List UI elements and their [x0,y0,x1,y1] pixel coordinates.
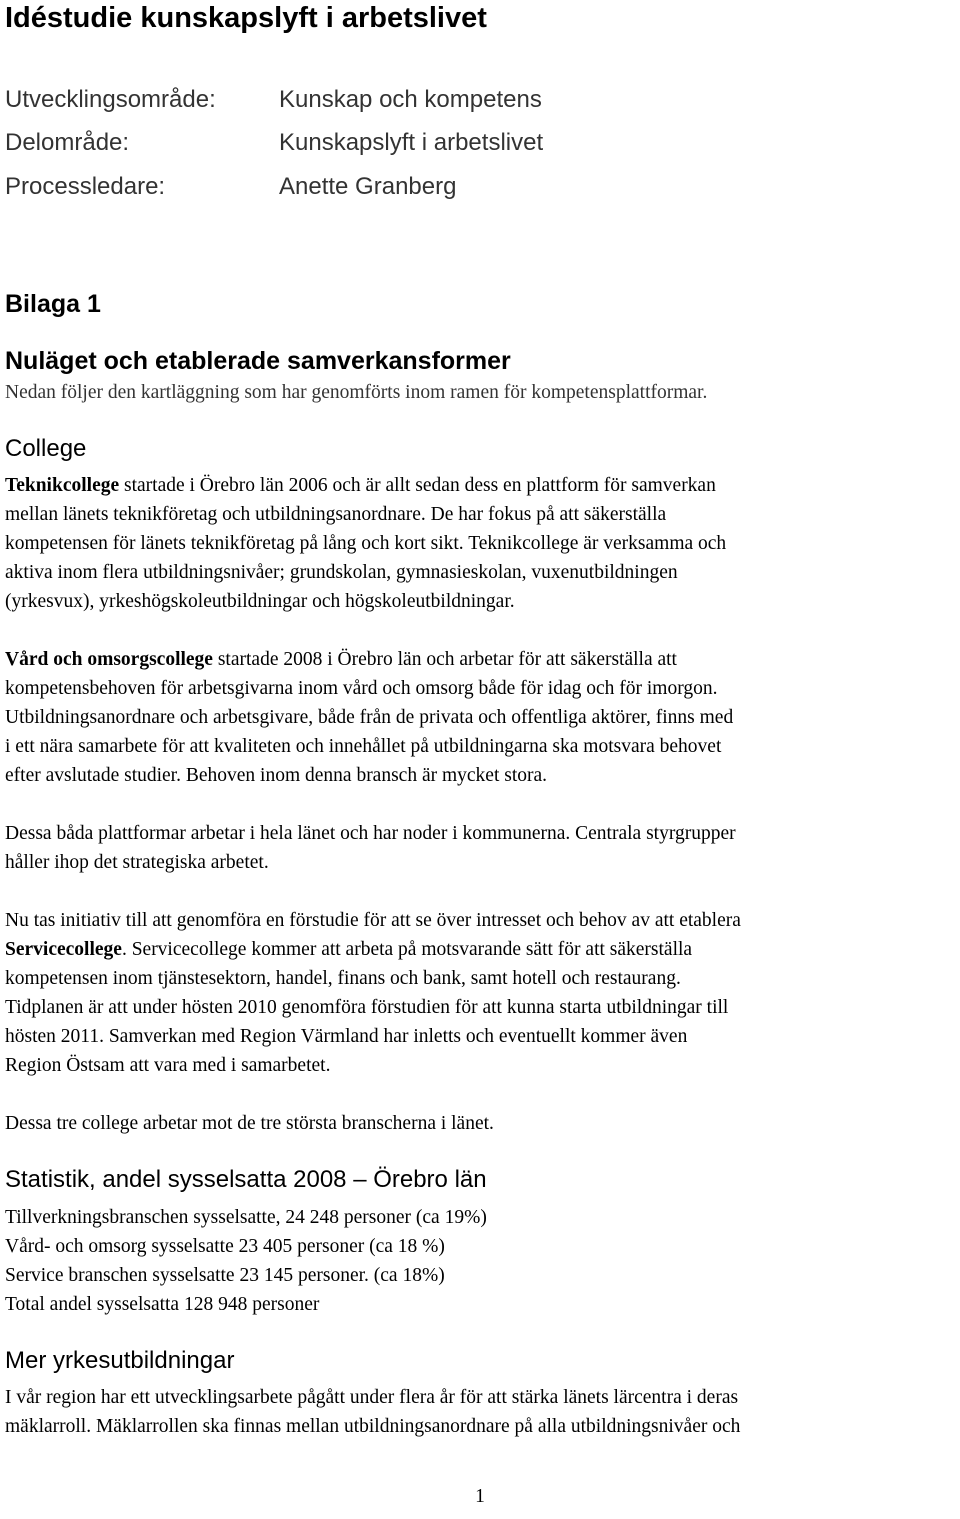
paragraph-servicecollege-line: Tidplanen är att under hösten 2010 genomföra förstudien för att kunna starta utbildningar till [5,997,729,1018]
paragraph-vocational-line: I vår region har ett utvecklingsarbete pågått under flera år för att stärka länets lärcentra i deras [5,1387,739,1408]
paragraph-teknikcollege-line: aktiva inom flera utbildningsnivåer; grundskolan, gymnasieskolan, vuxenutbildningen [5,562,678,583]
paragraph-platforms-line: håller ihop det strategiska arbetet. [5,852,269,873]
paragraph-servicecollege-line: Region Östsam att vara med i samarbetet. [5,1055,331,1076]
vocational-heading: Mer yrkesutbildningar [5,1347,235,1374]
paragraph-teknikcollege-line: kompetensen för länets teknikföretag på lång och kort sikt. Teknikcollege är verksamma och [5,533,727,554]
document-title: Idéstudie kunskapslyft i arbetslivet [5,2,487,34]
section-heading: Nuläget och etablerade samverkansformer [5,347,511,375]
paragraph-vardcollege-line: Vård och omsorgscollege startade 2008 i Örebro län och arbetar för att säkerställa att [5,649,677,670]
meta-label-sub-area: Delområde: [5,129,130,156]
college-heading: College [5,435,87,462]
stats-line: Tillverkningsbranschen sysselsatte, 24 248 personer (ca 19%) [5,1207,487,1228]
stats-line: Service branschen sysselsatte 23 145 personer. (ca 18%) [5,1265,445,1286]
paragraph-servicecollege-line: Servicecollege. Servicecollege kommer att arbeta på motsvarande sätt för att säkerställa [5,939,693,960]
stats-line: Total andel sysselsatta 128 948 personer [5,1294,320,1315]
vardcollege-term: Vård och omsorgscollege [5,649,213,670]
paragraph-teknikcollege-line: mellan länets teknikföretag och utbildningsanordnare. De har fokus på att säkerställa [5,504,667,525]
meta-value-development-area: Kunskap och kompetens [279,86,542,113]
stats-line: Vård- och omsorg sysselsatte 23 405 personer (ca 18 %) [5,1236,445,1257]
stats-heading: Statistik, andel sysselsatta 2008 – Örebro län [5,1166,487,1193]
paragraph-vardcollege-line: efter avslutade studier. Behoven inom denna bransch är mycket stora. [5,765,548,786]
servicecollege-term: Servicecollege [5,939,122,960]
appendix-heading: Bilaga 1 [5,290,101,318]
paragraph-teknikcollege-line: Teknikcollege startade i Örebro län 2006 och är allt sedan dess en plattform för samverkan [5,475,716,496]
paragraph-servicecollege-line: hösten 2011. Samverkan med Region Värmland har inletts och eventuellt kommer även [5,1026,688,1047]
paragraph-vardcollege-line: kompetensbehoven för arbetsgivarna inom vård och omsorg både för idag och för imorgon. [5,678,718,699]
page-number: 1 [475,1486,485,1507]
paragraph-servicecollege-line: kompetensen inom tjänstesektorn, handel, finans och bank, samt hotell och restaurang. [5,968,681,989]
meta-value-sub-area: Kunskapslyft i arbetslivet [279,129,544,156]
paragraph-servicecollege-line: Nu tas initiativ till att genomföra en förstudie för att se över intresset och behov av att etablera [5,910,741,931]
paragraph-platforms-line: Dessa båda plattformar arbetar i hela länet och har noder i kommunerna. Centrala styrgrupper [5,823,736,844]
paragraph-vardcollege-line: Utbildningsanordnare och arbetsgivare, både från de privata och offentliga aktörer, finns med [5,707,734,728]
meta-label-development-area: Utvecklingsområde: [5,86,216,113]
meta-label-process-leader: Processledare: [5,173,166,200]
paragraph-vardcollege-line: i ett nära samarbete för att kvaliteten och innehållet på utbildningarna ska motsvara behovet [5,736,722,757]
paragraph-vocational-line: mäklarroll. Mäklarrollen ska finnas mellan utbildningsanordnare på alla utbildningsnivåer och [5,1416,741,1437]
intro-text: Nedan följer den kartläggning som har genomförts inom ramen för kompetensplattformar. [5,382,708,403]
meta-value-process-leader: Anette Granberg [279,173,457,200]
teknikcollege-term: Teknikcollege [5,475,120,496]
paragraph-three-colleges: Dessa tre college arbetar mot de tre största branscherna i länet. [5,1113,494,1134]
paragraph-teknikcollege-line: (yrkesvux), yrkeshögskoleutbildningar och högskoleutbildningar. [5,591,515,612]
